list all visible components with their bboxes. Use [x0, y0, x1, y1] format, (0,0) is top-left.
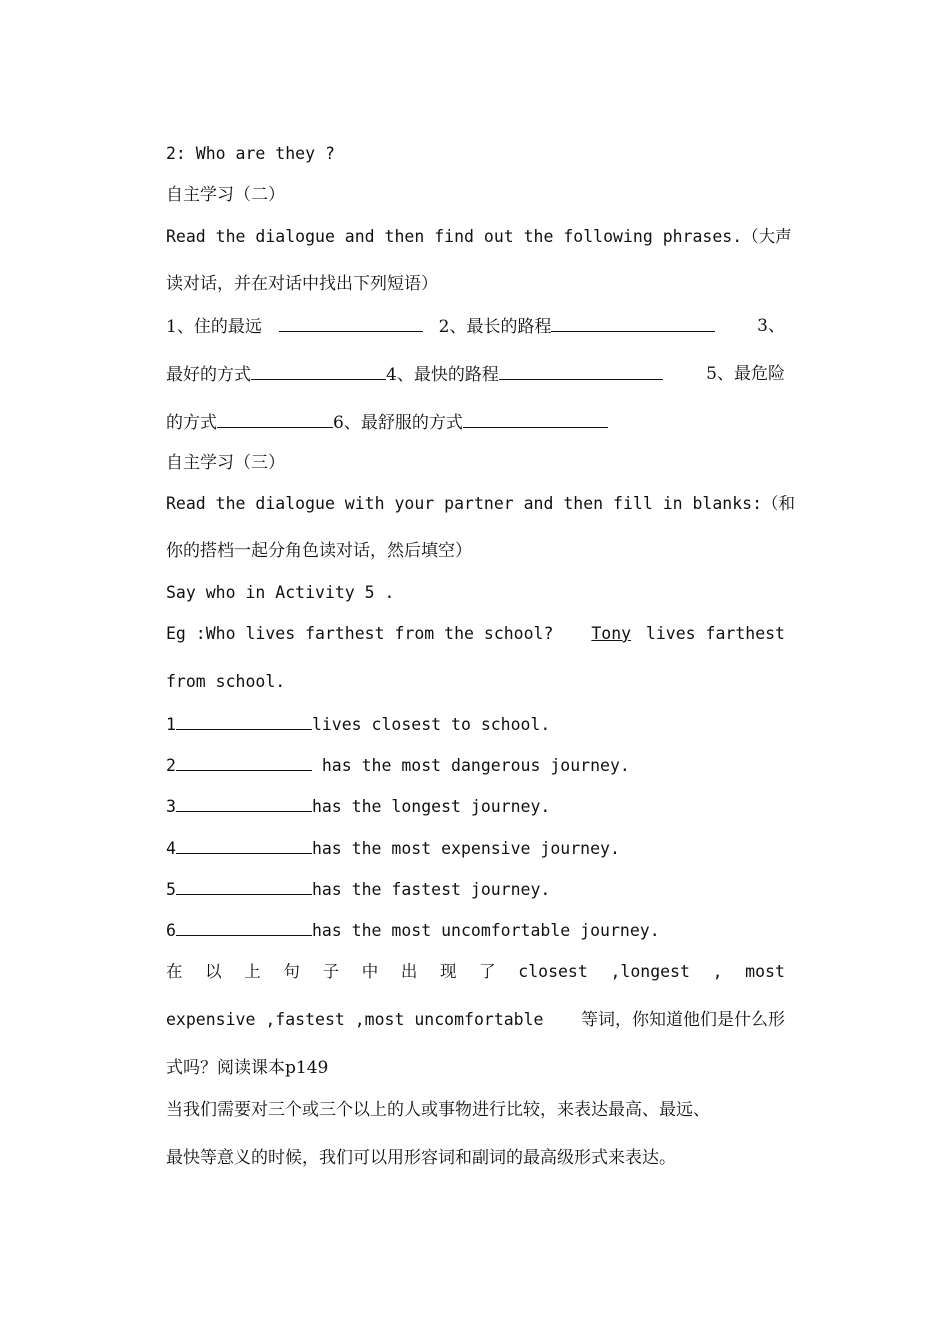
fill-item-text: has the longest journey.	[311, 797, 551, 816]
note-line-1	[166, 960, 785, 984]
phrase-1-blank[interactable]	[279, 314, 423, 332]
phrase-4-label: 4、最快的路程	[386, 365, 499, 385]
phrase-5-blank[interactable]	[217, 410, 333, 428]
phrase-3-label: 最好的方式	[166, 365, 251, 385]
note-word: 上	[244, 962, 261, 981]
fill-item-blank[interactable]	[176, 918, 312, 936]
phrases-row-3	[166, 410, 785, 435]
summary-line-1: 当我们需要对三个或三个以上的人或事物进行比较，来表达最高、最远、	[166, 1100, 710, 1120]
note-word: 在	[166, 962, 183, 981]
fill-item-text: has the most expensive journey.	[311, 839, 620, 858]
fill-item	[166, 918, 785, 943]
fill-item-text: lives closest to school.	[311, 715, 551, 734]
fill-item-number: 6	[166, 921, 176, 940]
section-2-instruction-cn: 读对话，并在对话中找出下列短语）	[166, 274, 438, 294]
note-line-3: 式吗？阅读课本p149	[166, 1058, 329, 1078]
note-word: most	[745, 962, 785, 981]
note-word: 出	[400, 962, 418, 981]
note-word: ,	[712, 962, 723, 981]
note-word: 句	[283, 962, 300, 981]
fill-item	[166, 794, 785, 819]
example-answer: Tony	[591, 624, 632, 643]
example-line-1	[166, 622, 785, 646]
section-2-title: 自主学习（二）	[166, 185, 285, 205]
phrase-4-blank[interactable]	[499, 362, 663, 380]
note-line-2-en: expensive ,fastest ,most uncomfortable	[166, 1010, 544, 1029]
fill-item-number: 2	[166, 756, 176, 775]
phrase-1-label: 1、住的最远	[166, 317, 262, 337]
fill-item-text: has the most dangerous journey.	[311, 756, 630, 775]
phrase-6-label: 6、最舒服的方式	[333, 413, 463, 433]
note-word: 以	[205, 962, 222, 981]
note-word: 中	[361, 962, 379, 981]
phrase-3-blank[interactable]	[251, 362, 386, 380]
note-word: 了	[479, 962, 496, 981]
fill-item-number: 1	[166, 715, 176, 734]
note-word: closest	[518, 962, 588, 981]
note-line-2	[166, 1008, 785, 1032]
section-2-instruction-en: Read the dialogue and then find out the following phrases.（大声	[166, 227, 792, 246]
fill-item-blank[interactable]	[176, 753, 312, 771]
fill-item-number: 5	[166, 880, 176, 899]
example-question: Eg :Who lives farthest from the school?	[166, 624, 554, 643]
phrases-row-2	[166, 362, 785, 387]
section-3-title: 自主学习（三）	[166, 453, 285, 473]
fill-item	[166, 753, 785, 778]
note-line-2-cn: 等词，你知道他们是什么形	[581, 1010, 785, 1030]
note-word: 现	[439, 962, 457, 981]
section-3-instruction-en: Read the dialogue with your partner and then fill in blanks:（和	[166, 494, 796, 513]
fill-item	[166, 836, 785, 861]
note-word: ,longest	[610, 962, 690, 981]
phrase-6-blank[interactable]	[463, 410, 608, 428]
say-who-line: Say who in Activity 5 .	[166, 583, 395, 602]
summary-line-2: 最快等意义的时候，我们可以用形容词和副词的最高级形式来表达。	[166, 1148, 676, 1168]
example-line-2: from school.	[166, 672, 286, 691]
phrase-2-blank[interactable]	[551, 314, 715, 332]
fill-item-number: 4	[166, 839, 176, 858]
phrase-2-label: 2、最长的路程	[438, 317, 552, 337]
example-answer-rest: lives farthest	[645, 624, 785, 643]
note-word: 子	[322, 962, 340, 981]
fill-item-blank[interactable]	[176, 877, 312, 895]
section-3-instruction-cn: 你的搭档一起分角色读对话，然后填空）	[166, 541, 472, 561]
fill-item	[166, 712, 785, 737]
fill-item-text: has the fastest journey.	[311, 880, 551, 899]
fill-item-blank[interactable]	[176, 836, 312, 854]
phrase-5-label-start: 5、最危险	[706, 364, 785, 384]
phrase-3-number: 3、	[757, 316, 785, 336]
fill-item	[166, 877, 785, 902]
phrase-5-label-end: 的方式	[166, 413, 217, 433]
question-2: 2: Who are they ?	[166, 144, 335, 163]
phrases-row-1	[166, 314, 785, 339]
fill-item-number: 3	[166, 797, 176, 816]
fill-item-blank[interactable]	[176, 712, 312, 730]
fill-item-text: has the most uncomfortable journey.	[311, 921, 660, 940]
fill-item-blank[interactable]	[176, 794, 312, 812]
